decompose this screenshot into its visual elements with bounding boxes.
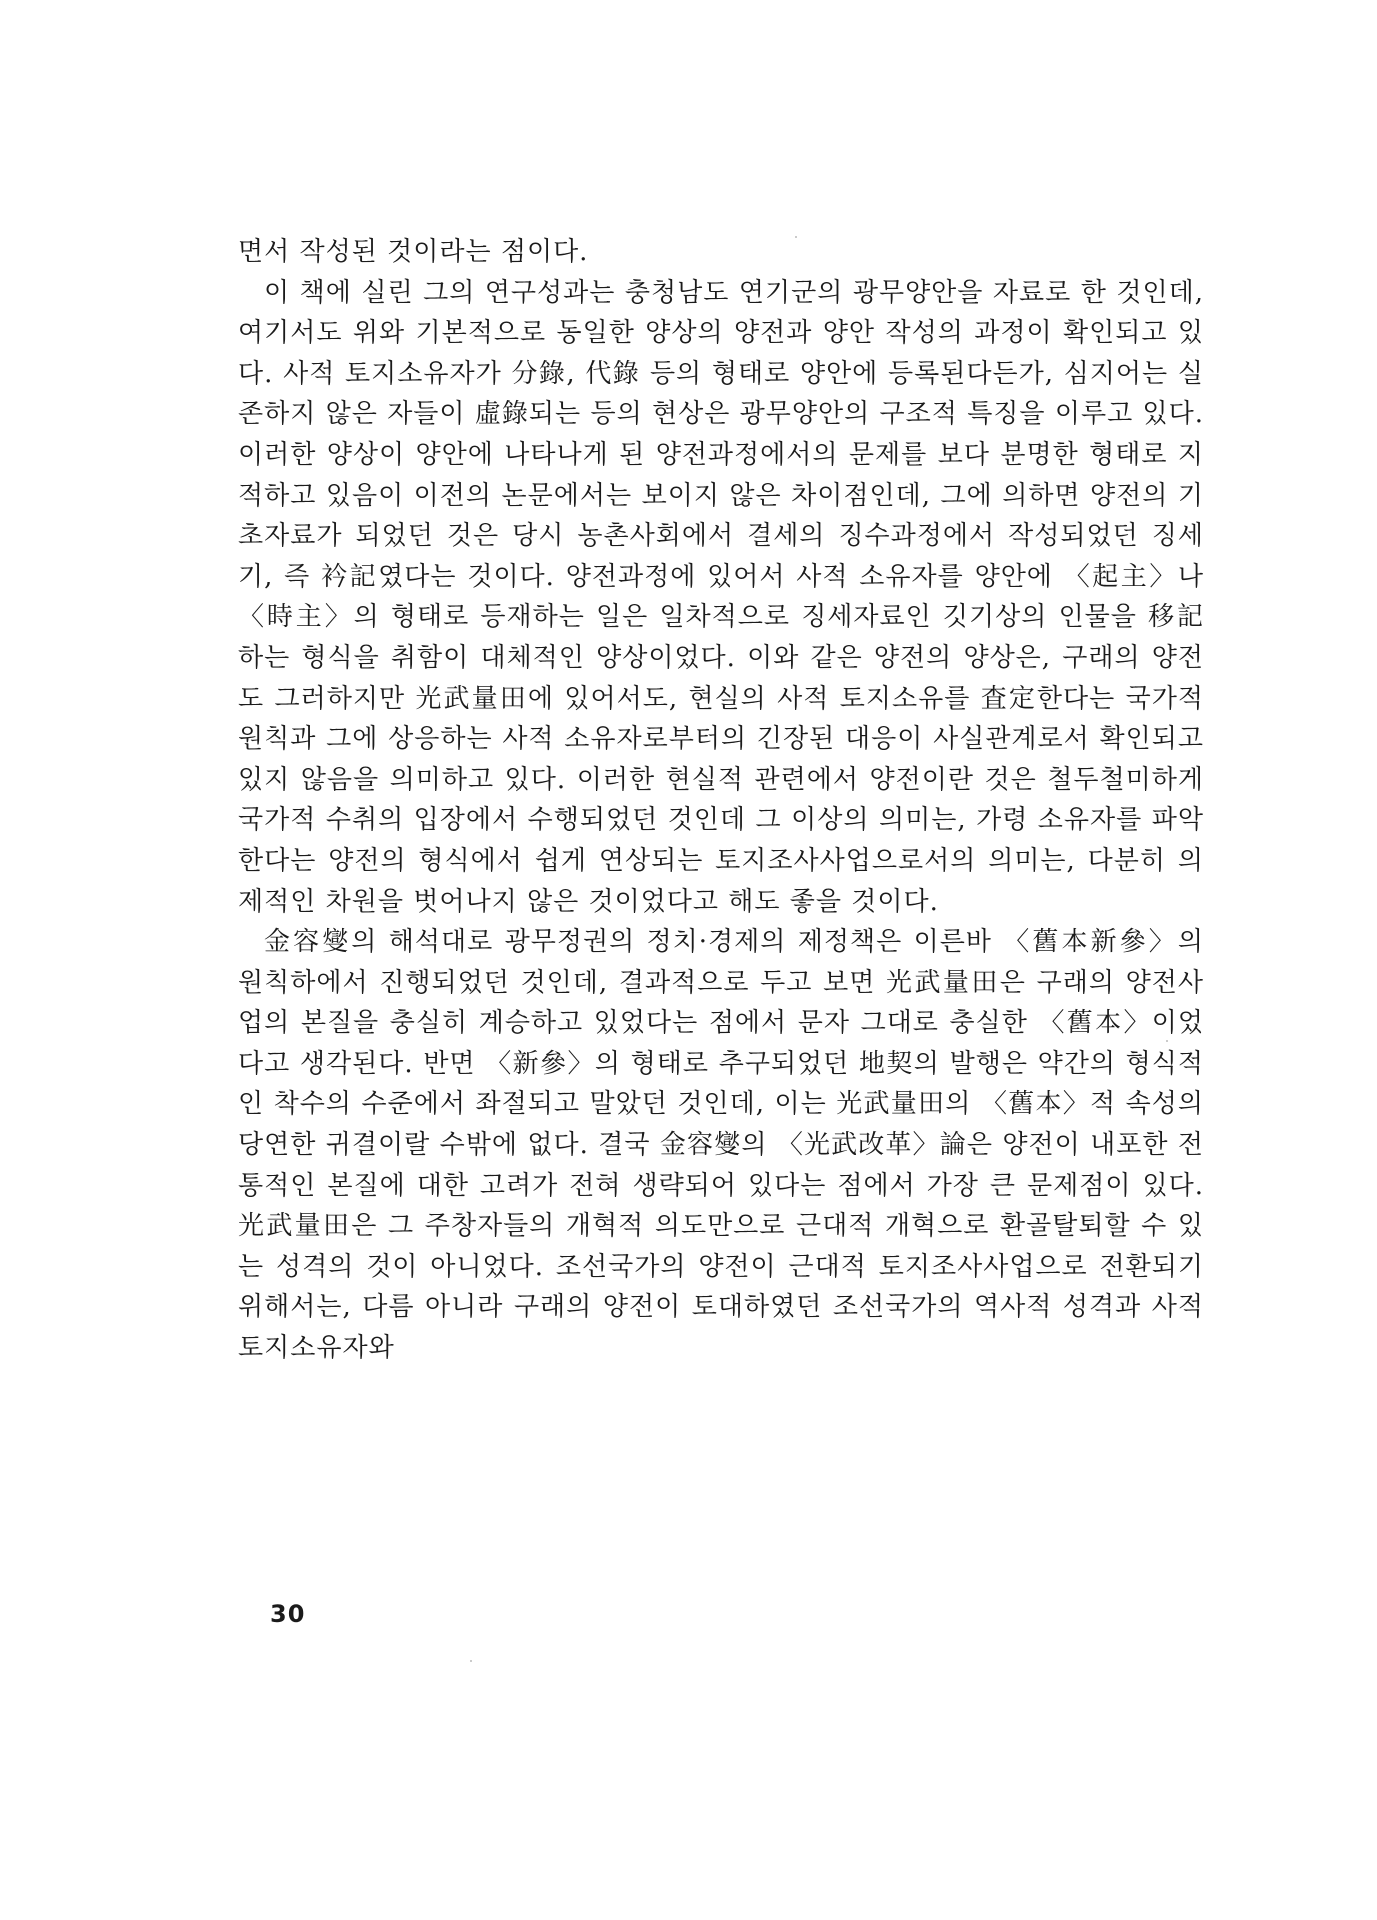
scan-speck: [1166, 1040, 1168, 1042]
scan-speck: [470, 1660, 472, 1662]
body-text: [238, 232, 1204, 1369]
paragraph-continuation: 면서 작성된 것이라는 점이다.: [238, 237, 589, 267]
page-number: 30: [270, 1600, 306, 1628]
scan-speck: [795, 236, 797, 238]
paragraph-research-findings: 이 책에 실린 그의 연구성과는 충청남도 연기군의 광무양안을 자료로 한 것인데, 여기서도 위와 기본적으로 동일한 양상의 양전과 양안 작성의 과정이 확인되고 있다. 사적 토지소유자가 分錄, 代錄 등의 형태로 양안에 등록된다든가, 심지어는 실존하지 않은 자들이 虛錄되는 등의 현상은 광무양안의 구조적 특징을 이루고 있다. 이러한 양상이 양안에 나타나게 된 양전과정에서의 문제를 보다 분명한 형태로 지적하고 있음이 이전의 논문에서는 보이지 않은 차이점인데, 그에 의하면 양전의 기초자료가 되었던 것은 당시 농촌사회에서 결세의 징수과정에서 작성되었던 징세기, 즉 衿記였다는 것이다. 양전과정에 있어서 사적 소유자를 양안에 〈起主〉나 〈時主〉의 형태로 등재하는 일은 일차적으로 징세자료인 깃기상의 인물을 移記하는 형식을 취함이 대체적인 양상이었다. 이와 같은 양전의 양상은, 구래의 양전도 그러하지만 光武量田에 있어서도, 현실의 사적 토지소유를 査定한다는 국가적 원칙과 그에 상응하는 사적 소유자로부터의 긴장된 대응이 사실관계로서 확인되고 있지 않음을 의미하고 있다. 이러한 현실적 관련에서 양전이란 것은 철두철미하게 국가적 수취의 입장에서 수행되었던 것인데 그 이상의 의미는, 가령 소유자를 파악한다는 양전의 형식에서 쉽게 연상되는 토지조사사업으로서의 의미는, 다분히 의제적인 차원을 벗어나지 않은 것이었다고 해도 좋을 것이다.: [238, 277, 1204, 917]
paragraph-kim-yong-seop-critique: 金容燮의 해석대로 광무정권의 정치·경제의 제정책은 이른바 〈舊本新參〉의 원칙하에서 진행되었던 것인데, 결과적으로 두고 보면 光武量田은 구래의 양전사업의 본질을 충실히 계승하고 있었다는 점에서 문자 그대로 충실한 〈舊本〉이었다고 생각된다. 반면 〈新參〉의 형태로 추구되었던 地契의 발행은 약간의 형식적인 착수의 수준에서 좌절되고 말았던 것인데, 이는 光武量田의 〈舊本〉적 속성의 당연한 귀결이랄 수밖에 없다. 결국 金容燮의 〈光武改革〉論은 양전이 내포한 전통적인 본질에 대한 고려가 전혀 생략되어 있다는 점에서 가장 큰 문제점이 있다. 光武量田은 그 주창자들의 개혁적 의도만으로 근대적 개혁으로 환골탈퇴할 수 있는 성격의 것이 아니었다. 조선국가의 양전이 근대적 토지조사사업으로 전환되기 위해서는, 다름 아니라 구래의 양전이 토대하였던 조선국가의 역사적 성격과 사적 토지소유자와: [238, 927, 1204, 1364]
